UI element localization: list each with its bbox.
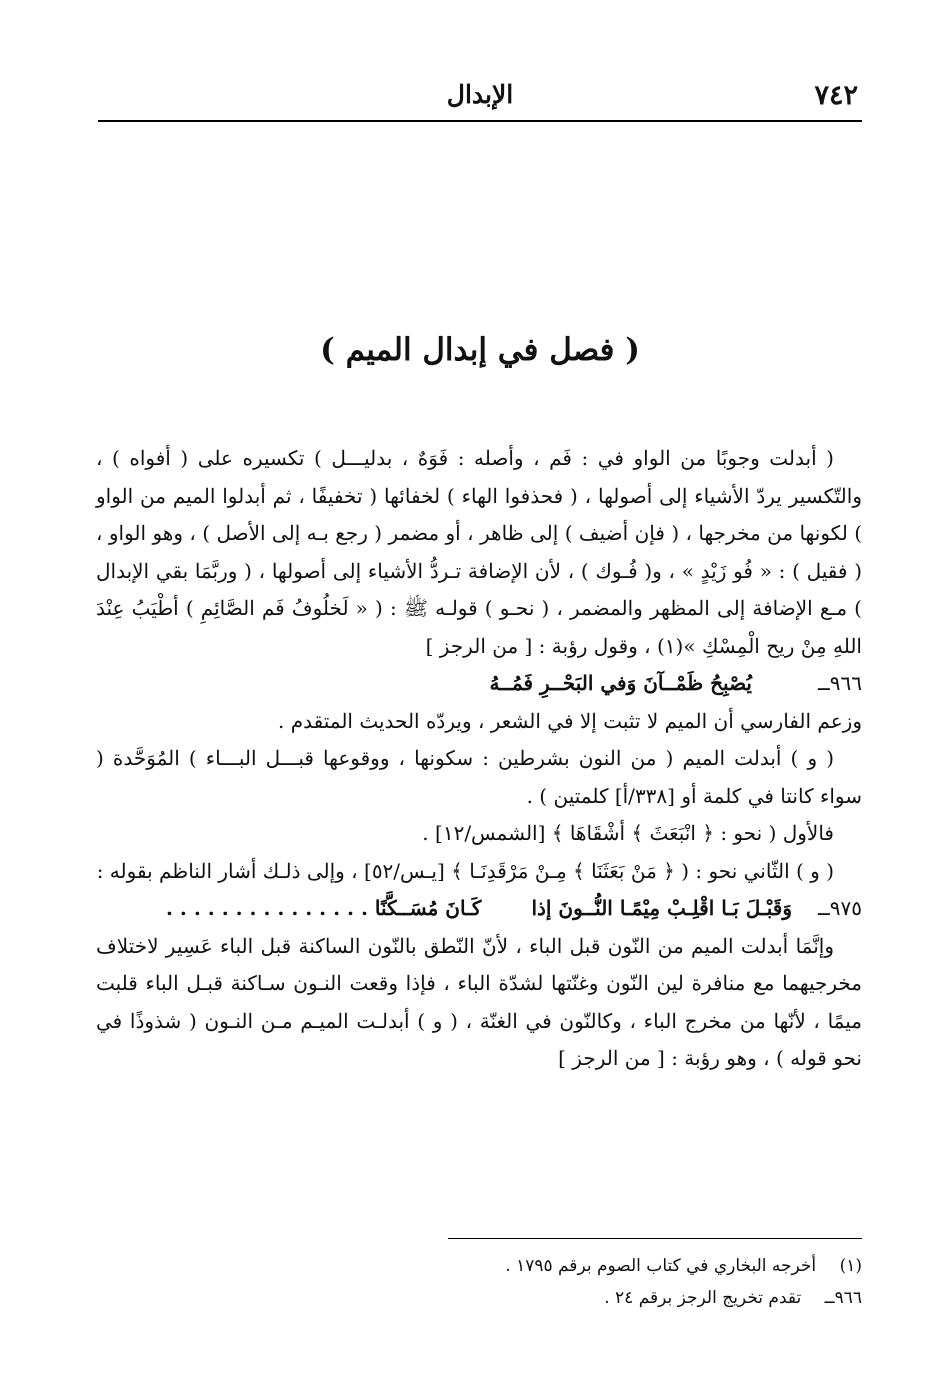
header-rule bbox=[98, 120, 862, 122]
verse-975 bbox=[96, 890, 862, 928]
footnote-text: تقدم تخريج الرجز برقم ٢٤ . bbox=[604, 1288, 802, 1308]
paragraph-6: وإنَّمَا أبدلت الميم من النّون قبل الباء ، لأنّ النّطق بالنّون الساكنة قبل الباء عَسِير لاختلاف مخرجيهما مع منافرة لين النّون وغنّتها لشدّة الباء ، فإذا وقعت النـون سـاكنة قبـل الباء قلبت ميمًا ، لأنّها من مخرج الباء ، وكالنّون في الغنّة ، ( و ) أبدلـت الميـم مـن النـون ( شذوذًا في نحو قوله ) ، وهو رؤبة : [ من الرجز ] bbox=[96, 933, 862, 1070]
footnote-text: أخرجه البخاري في كتاب الصوم برقم ١٧٩٥ . bbox=[505, 1256, 817, 1276]
verse-hemistich-2: كَـانَ مُسَــكَّنًا . . . . . . . . . . . . . . . bbox=[165, 896, 482, 920]
paragraph-1: ( أبدلت وجوبًا من الواو في : فَم ، وأصله : فَوَهٌ ، بدليـــل ) تكسيره على ( أفواه ) ، والتّكسير يردّ الأشياء إلى أصولها ، ( فحذفوا الهاء ) لخفائها ( تخفيفًا ، ثم أبدلوا الميم من الواو ) لكونها من مخرجها ، ( فإن أضيف ) إلى ظاهر ، أو مضمر ( رجع بـه إلى الأصل ) ، وهو الواو ، ( فقيل ) : « فُو زَيْدٍ » ، و( فُـوك ) ، لأن الإضافة تـردُّ الأشياء إلى أصولها ، ( وربَّمَا بقي الإبدال ) مـع الإضافة إلى المظهر والمضمر ، ( نحـو ) قولـه ﷺ : ( « لَخلُوفُ فَم الصَّائِمِ ) أطْيَبُ عِنْدَ اللهِ مِنْ ريح الْمِسْكِ »(١) ، وقول رؤبة : [ من الرجز ] bbox=[96, 446, 862, 658]
verse-number: ٩٦٦ــ bbox=[818, 671, 862, 695]
running-title: الإبدال bbox=[446, 80, 514, 109]
page-header bbox=[98, 78, 862, 120]
main-text bbox=[96, 440, 862, 1078]
paragraph-2: وزعم الفارسي أن الميم لا تثبت إلا في الشعر ، ويردّه الحديث المتقدم . bbox=[278, 708, 862, 733]
verse-text: يُصْبِحُ ظَمْــآنَ وَفي البَحْــرِ فَمُــهُ bbox=[489, 671, 752, 695]
footnote-number: (١) bbox=[839, 1256, 862, 1276]
page-number: ٧٤٢ bbox=[814, 80, 858, 111]
section-title: ( فصل في إبدال الميم ) bbox=[320, 332, 640, 368]
footnote-item bbox=[98, 1282, 862, 1314]
footnote-rule bbox=[448, 1238, 862, 1239]
paragraph-5: ( و ) الثّاني نحو : ( ﴿ مَنْ بَعَثَنَا ﴾ مِـنْ مَرْقَدِنَـا ﴾ [يـس/٥٢] ، وإلى ذلـك أشار الناظم بقوله : bbox=[96, 858, 834, 883]
verse-966 bbox=[96, 665, 862, 703]
footnote-number: ٩٦٦ــ bbox=[824, 1288, 862, 1308]
verse-number: ٩٧٥ــ bbox=[818, 896, 862, 920]
footnote-item bbox=[98, 1250, 862, 1282]
paragraph-4: فالأول ( نحو : ﴿ انْبَعَثَ ﴾ أشْقَاهَا ﴾ [الشمس/١٢] . bbox=[422, 821, 834, 845]
footnotes bbox=[98, 1250, 862, 1314]
verse-hemistich-1: وَقَبْـلَ بَـا اقْلِـبْ مِيْمًـا النُّــونَ إذا bbox=[531, 896, 792, 920]
paragraph-3: ( و ) أبدلت الميم ( من النون بشرطين : سكونها ، ووقوعها قبـــل البـــاء ) المُوَحَّدة ( سواء كانتا في كلمة أو [٣٣٨/أ] كلمتين ) . bbox=[96, 746, 862, 808]
